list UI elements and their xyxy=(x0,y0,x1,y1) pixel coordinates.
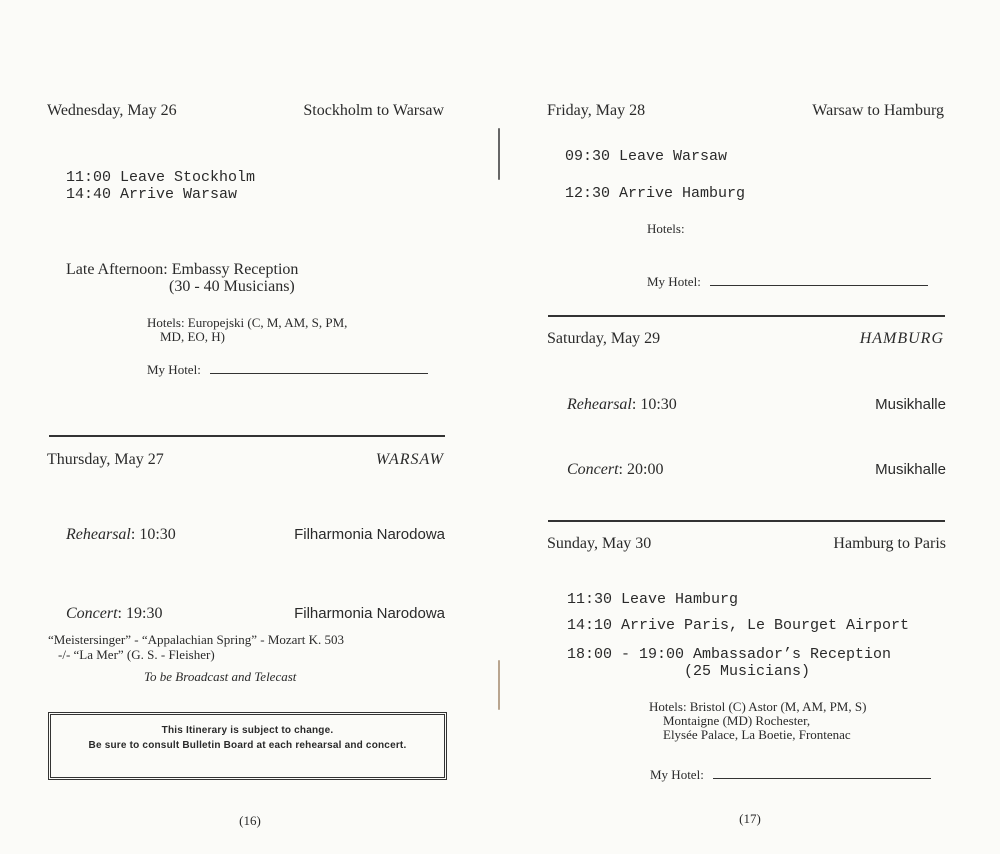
concert-time: : 19:30 xyxy=(117,605,163,622)
my-hotel-field xyxy=(147,362,428,378)
concert-time: : 20:00 xyxy=(618,461,664,478)
warsaw-hotels-line1: Hotels: Europejski (C, M, AM, S, PM, xyxy=(147,315,348,330)
sunday-reception: 18:00 - 19:00 Ambassador’s Reception xyxy=(567,646,892,663)
saturday-concert xyxy=(567,461,663,479)
friday-leave: 09:30 Leave Warsaw xyxy=(565,148,728,165)
thursday-rehearsal xyxy=(66,526,176,544)
concert-label: Concert xyxy=(66,605,118,622)
paris-hotels-line2: Montaigne (MD) Rochester, xyxy=(663,713,811,728)
my-hotel-field xyxy=(647,274,928,290)
my-hotel-label: My Hotel: xyxy=(650,767,704,782)
concert-label: Concert xyxy=(567,461,619,478)
sunday-arrive: 14:10 Arrive Paris, Le Bourget Airport xyxy=(567,617,910,634)
page-number-right: (17) xyxy=(739,811,761,826)
wednesday-date: Wednesday, May 26 xyxy=(47,102,177,119)
my-hotel-label: My Hotel: xyxy=(147,362,201,377)
my-hotel-field xyxy=(650,767,931,783)
my-hotel-blank xyxy=(210,372,428,374)
saturday-date: Saturday, May 29 xyxy=(547,330,661,347)
program-line2: -/- “La Mer” (G. S. - Fleisher) xyxy=(58,647,215,662)
itinerary-notice xyxy=(48,712,447,780)
warsaw-hotels-line2: MD, EO, H) xyxy=(160,329,225,344)
wednesday-leave: 11:00 Leave Stockholm xyxy=(66,169,256,186)
sunday-reception-musicians: (25 Musicians) xyxy=(684,663,811,680)
thursday-concert-venue: Filharmonia Narodowa xyxy=(294,605,445,622)
friday-date: Friday, May 28 xyxy=(547,102,646,119)
friday-route: Warsaw to Hamburg xyxy=(812,102,944,119)
rehearsal-time: : 10:30 xyxy=(631,396,677,413)
saturday-rehearsal xyxy=(567,396,677,414)
thursday-concert xyxy=(66,605,162,623)
sunday-leave: 11:30 Leave Hamburg xyxy=(567,591,739,608)
section-divider xyxy=(548,520,945,522)
my-hotel-blank xyxy=(710,284,928,286)
saturday-rehearsal-venue: Musikhalle xyxy=(875,396,946,413)
sunday-route: Hamburg to Paris xyxy=(833,535,946,552)
saturday-concert-venue: Musikhalle xyxy=(875,461,946,478)
paris-hotels-line1: Hotels: Bristol (C) Astor (M, AM, PM, S) xyxy=(649,699,867,714)
wednesday-arrive: 14:40 Arrive Warsaw xyxy=(66,186,238,203)
notice-line1: This Itinerary is subject to change. xyxy=(161,725,334,736)
my-hotel-label: My Hotel: xyxy=(647,274,701,289)
saturday-city: HAMBURG xyxy=(859,330,944,347)
right-page xyxy=(500,0,1000,854)
thursday-rehearsal-venue: Filharmonia Narodowa xyxy=(294,526,445,543)
sunday-date: Sunday, May 30 xyxy=(547,535,652,552)
wednesday-route: Stockholm to Warsaw xyxy=(303,102,444,119)
hamburg-hotels: Hotels: xyxy=(647,221,685,236)
embassy-reception: Late Afternoon: Embassy Reception xyxy=(66,261,299,278)
rehearsal-label: Rehearsal xyxy=(66,526,131,543)
embassy-reception-musicians: (30 - 40 Musicians) xyxy=(169,278,295,295)
section-divider xyxy=(49,435,445,437)
friday-arrive: 12:30 Arrive Hamburg xyxy=(565,185,746,202)
section-divider xyxy=(548,315,945,317)
paris-hotels-line3: Elysée Palace, La Boetie, Frontenac xyxy=(663,727,851,742)
thursday-date: Thursday, May 27 xyxy=(47,451,164,468)
program-line1: “Meistersinger” - “Appalachian Spring” - Mozart K. 503 xyxy=(48,632,345,647)
my-hotel-blank xyxy=(713,777,931,779)
rehearsal-label: Rehearsal xyxy=(567,396,632,413)
page-number-left: (16) xyxy=(239,813,261,828)
thursday-city: WARSAW xyxy=(375,451,444,468)
broadcast-note: To be Broadcast and Telecast xyxy=(144,669,297,684)
notice-line2: Be sure to consult Bulletin Board at each rehearsal and concert. xyxy=(88,740,407,751)
rehearsal-time: : 10:30 xyxy=(130,526,176,543)
